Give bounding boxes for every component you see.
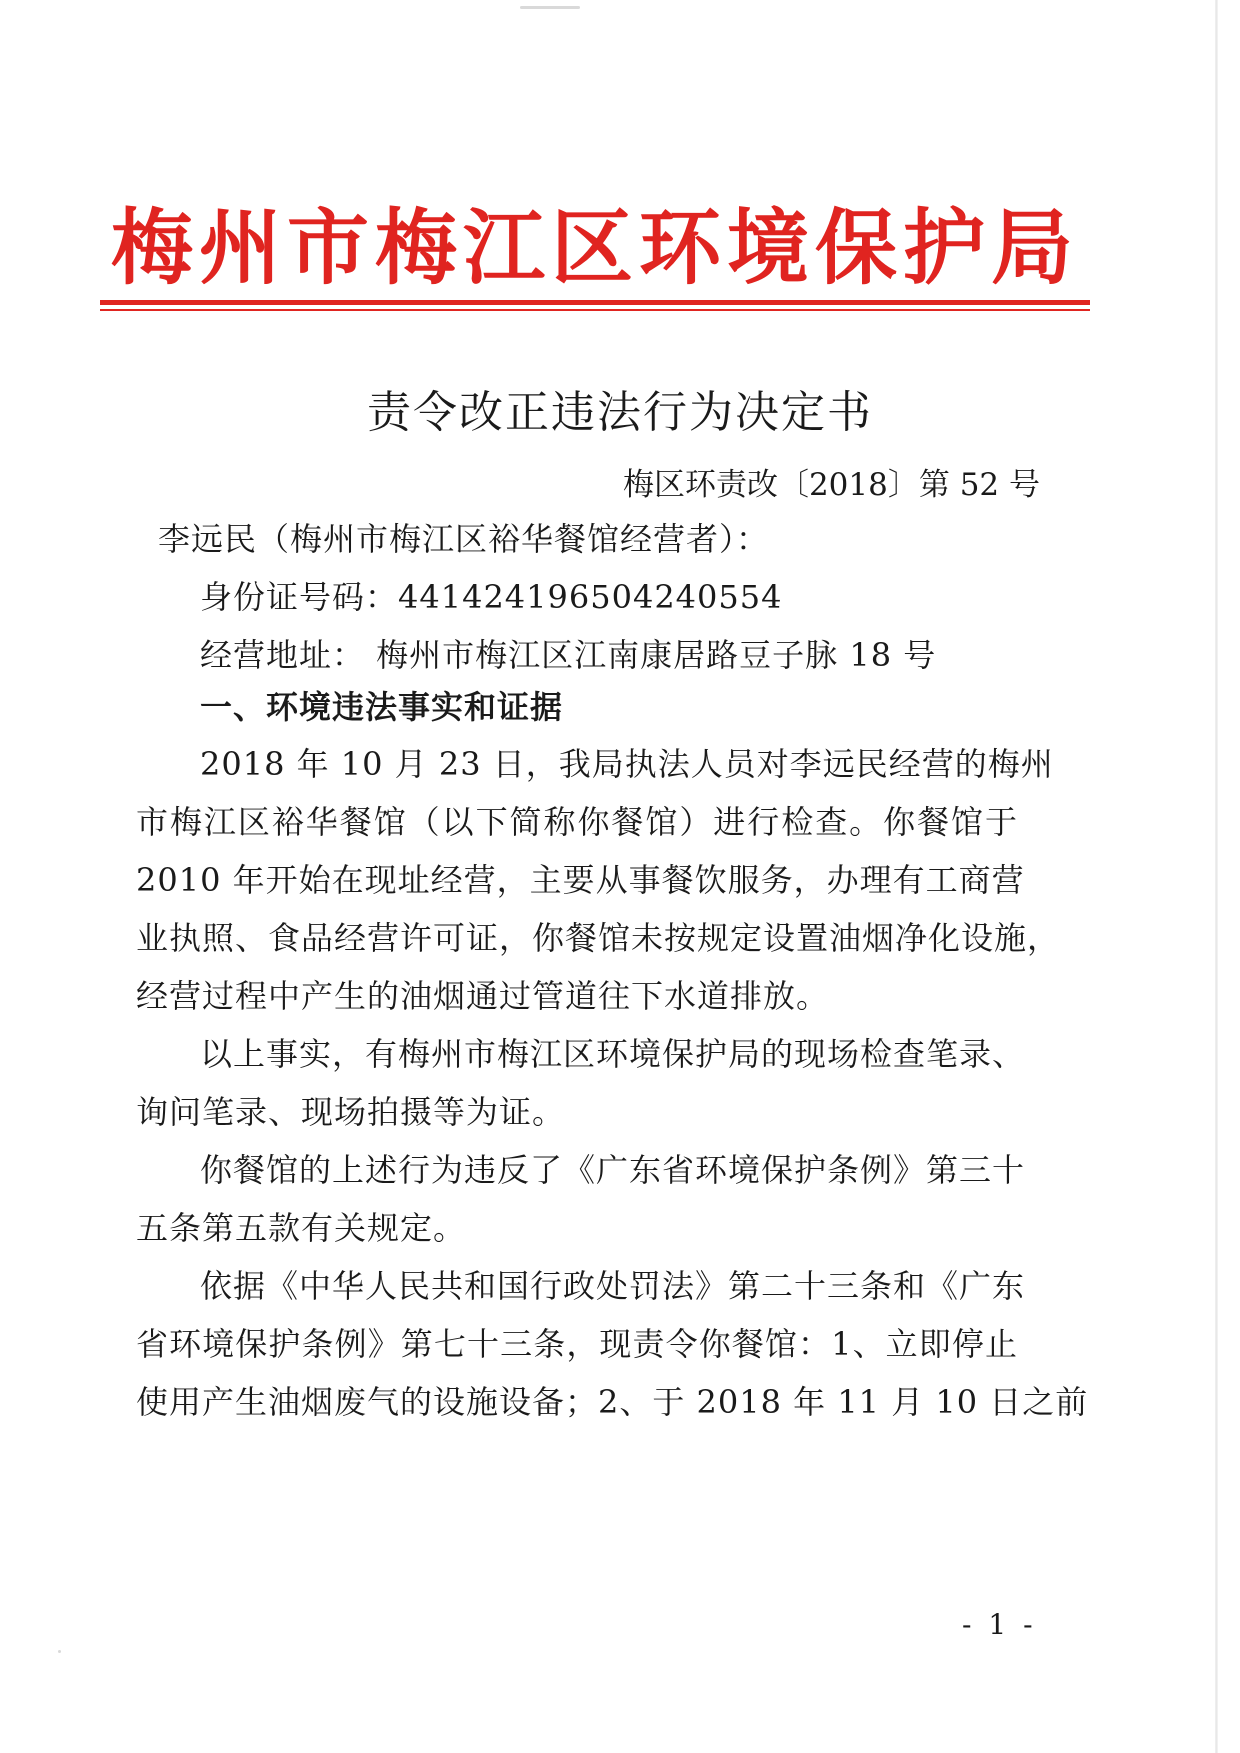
- document-number: 梅区环责改〔2018〕第 52 号: [622, 467, 1040, 503]
- para1-line: 业执照、食品经营许可证，你餐馆未按规定设置油烟净化设施，: [136, 919, 1061, 957]
- id-number-line: 身份证号码：441424196504240554: [200, 578, 783, 616]
- para4-line: 依据《中华人民共和国行政处罚法》第二十三条和《广东: [200, 1267, 1026, 1305]
- para4-line: 使用产生油烟废气的设施设备；2、于 2018 年 11 月 10 日之前: [136, 1383, 1089, 1421]
- recipient-line: 李远民（梅州市梅江区裕华餐馆经营者）：: [158, 520, 770, 558]
- letterhead-rule-thin: [100, 309, 1090, 311]
- section-heading-facts: 一、环境违法事实和证据: [200, 688, 564, 726]
- para3-line: 五条第五款有关规定。: [136, 1209, 467, 1247]
- para4-line: 省环境保护条例》第七十三条，现责令你餐馆：1、立即停止: [136, 1325, 1018, 1363]
- para2-line: 询问笔录、现场拍摄等为证。: [136, 1093, 566, 1131]
- page-edge-shadow: [1215, 0, 1218, 1753]
- para3-line: 你餐馆的上述行为违反了《广东省环境保护条例》第三十: [200, 1151, 1026, 1189]
- scan-speck: [58, 1650, 61, 1653]
- para1-line: 市梅江区裕华餐馆（以下简称你餐馆）进行检查。你餐馆于: [136, 803, 1018, 841]
- para1-line: 经营过程中产生的油烟通过管道往下水道排放。: [136, 977, 830, 1015]
- para2-line: 以上事实，有梅州市梅江区环境保护局的现场检查笔录、: [200, 1035, 1026, 1073]
- letterhead-rule-thick: [100, 300, 1090, 305]
- para1-line: 2018 年 10 月 23 日，我局执法人员对李远民经营的梅州: [200, 745, 1054, 783]
- agency-letterhead: 梅州市梅江区环境保护局: [110, 200, 1079, 296]
- page-number: - 1 -: [962, 1608, 1037, 1641]
- para1-line: 2010 年开始在现址经营，主要从事餐饮服务，办理有工商营: [136, 861, 1025, 899]
- scan-speck: [520, 6, 580, 9]
- address-line: 经营地址： 梅州市梅江区江南康居路豆子脉 18 号: [200, 636, 937, 674]
- document-title: 责令改正违法行为决定书: [367, 387, 873, 438]
